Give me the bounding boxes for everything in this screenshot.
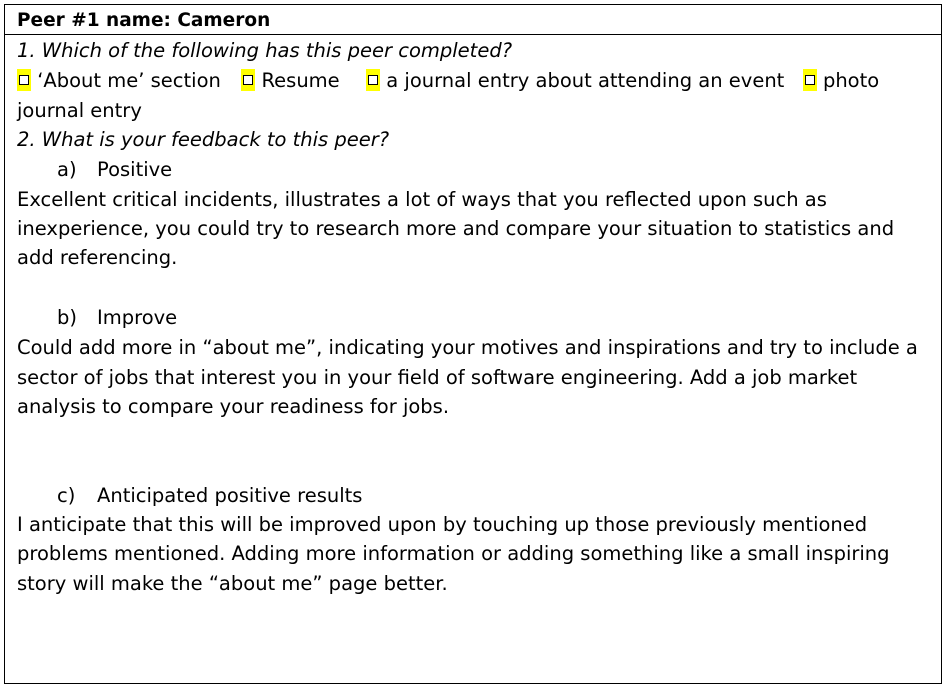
positive-label: Positive — [97, 158, 173, 181]
improve-line-3: analysis to compare your readiness for jobs. — [17, 395, 450, 418]
improve-letter: b) — [57, 306, 77, 329]
positive-letter: a) — [57, 158, 77, 181]
positive-line-2: inexperience, you could try to research more and compare your situation to statistics and — [17, 217, 895, 240]
improve-label: Improve — [97, 306, 178, 329]
improve-line-1: Could add more in “about me”, indicating your motives and inspirations and try to include a — [17, 336, 918, 359]
option-resume-label: Resume — [261, 69, 340, 92]
improve-heading — [57, 306, 177, 330]
option-photo-label: photo — [822, 69, 880, 92]
positive-line-1: Excellent critical incidents, illustrates a lot of ways that you reflected upon such as — [17, 188, 827, 211]
checkbox-options-row — [17, 69, 879, 93]
anticipated-line-1: I anticipate that this will be improved upon by touching up those previously mentioned — [17, 513, 868, 536]
header-row — [5, 5, 941, 35]
option-about-me-label: ‘About me’ section — [37, 69, 221, 92]
anticipated-heading — [57, 484, 362, 508]
positive-heading — [57, 158, 172, 182]
checkbox-journal-entry[interactable] — [366, 69, 380, 91]
anticipated-line-3: story will make the “about me” page better. — [17, 572, 448, 595]
positive-line-3: add referencing. — [17, 246, 178, 269]
anticipated-line-2: problems mentioned. Adding more information or adding something like a small inspiring — [17, 542, 890, 565]
feedback-table — [4, 4, 942, 684]
anticipated-label: Anticipated positive results — [97, 484, 363, 507]
anticipated-letter: c) — [57, 484, 76, 507]
improve-line-2: sector of jobs that interest you in your field of software engineering. Add a job market — [17, 366, 858, 389]
checkbox-photo[interactable] — [803, 69, 817, 91]
peer-name-heading: Peer #1 name: Cameron — [17, 10, 271, 31]
option-continuation: journal entry — [17, 99, 142, 122]
checkbox-resume[interactable] — [241, 69, 255, 91]
question-2: 2. What is your feedback to this peer? — [17, 128, 390, 151]
question-1: 1. Which of the following has this peer completed? — [17, 39, 513, 62]
option-journal-entry-label: a journal entry about attending an event — [386, 69, 785, 92]
checkbox-about-me[interactable] — [17, 69, 31, 91]
